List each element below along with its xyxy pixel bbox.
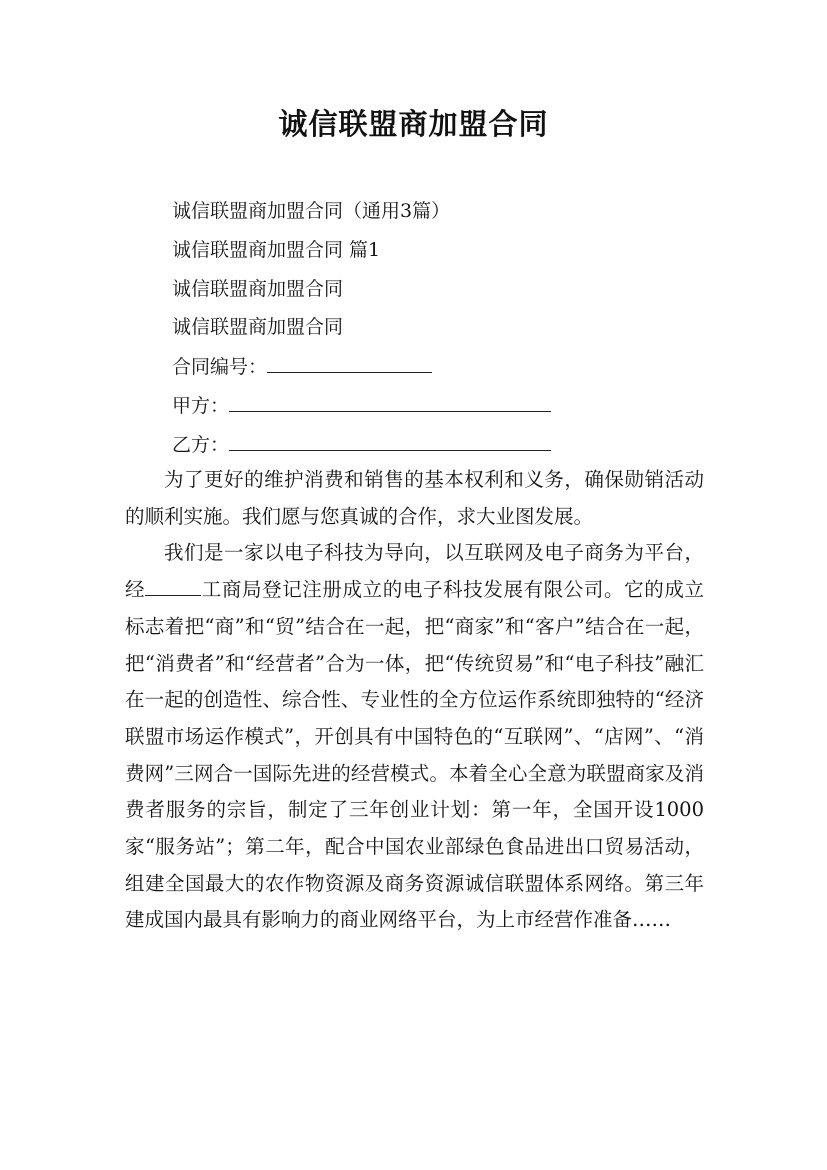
party-a-label: 甲方： — [172, 395, 230, 417]
paragraph-2 — [125, 535, 704, 939]
party-b-row — [172, 432, 551, 457]
contract-number-label: 合同编号： — [172, 356, 268, 378]
paragraph-2-before: 我们是一家以电子科技为导向，以互联网及电子商务为平台，经 — [125, 541, 704, 602]
paragraph-1: 为了更好的维护消费和销售的基本权利和义务，确保勋销活动的顺利实施。我们愿与您真诚的合作，求大业图发展。 — [125, 468, 704, 528]
document-subtitle: 诚信联盟商加盟合同（通用3篇） — [172, 200, 451, 222]
contract-heading-b: 诚信联盟商加盟合同 — [172, 316, 344, 338]
party-a-row — [172, 393, 551, 418]
party-b-label: 乙方： — [172, 434, 230, 456]
document-title: 诚信联盟商加盟合同 — [278, 107, 549, 141]
party-b-blank — [229, 432, 551, 451]
part-heading: 诚信联盟商加盟合同 篇1 — [172, 239, 381, 261]
body-text — [125, 462, 704, 939]
contract-heading-a: 诚信联盟商加盟合同 — [172, 278, 344, 300]
contract-number-row — [172, 354, 432, 379]
contract-number-blank — [267, 354, 432, 373]
registration-blank — [145, 577, 201, 596]
party-a-blank — [229, 393, 551, 412]
paragraph-2-after: 工商局登记注册成立的电子科技发展有限公司。它的成立标志着把“商”和“贸”结合在一起，把“商家”和“客户”结合在一起，把“消费者”和“经营者”合为一体，把“传统贸易”和“电子科技”融汇在一起的创造性、综合性、专业性的全方位运作系统即独特的“经济联盟市场运作模式”，开创具有中国特色的“互联网”、“店网”、“消费网”三网合一国际先进的经营模式。本着全心全意为联盟商家及消费者服务的宗旨，制定了三年创业计划：第一年，全国开设1000家“服务站”；第二年，配合中国农业部绿色食品进出口贸易活动，组建全国最大的农作物资源及商务资源诚信联盟体系网络。第三年建成国内最具有影响力的商业网络平台，为上市经营作准备…… — [125, 578, 704, 932]
